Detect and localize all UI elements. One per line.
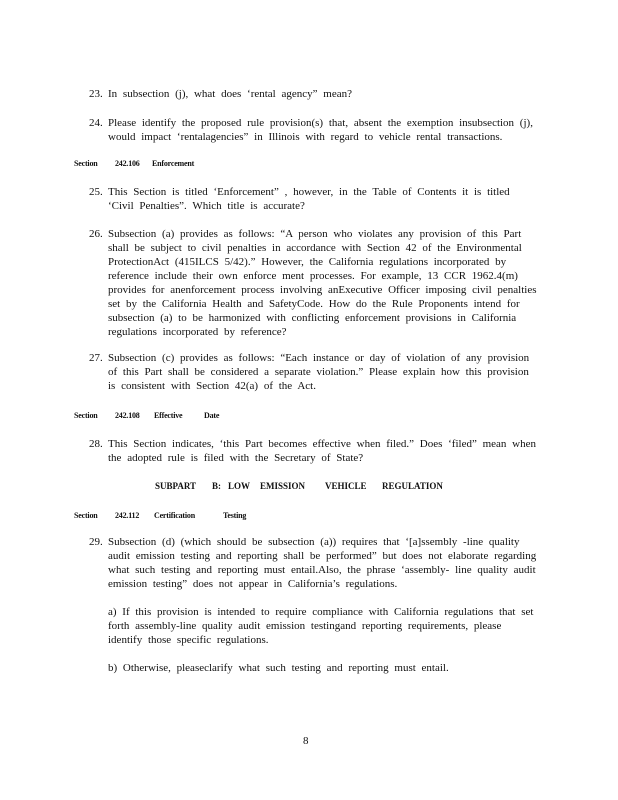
- question-text: Subsection (a) provides as follows: “A person who violates any provision of this Part shall be subject to civil penalties in accordance with Section 42 of the Environmental ProtectionAct (415ILCS 5/42).” However, the California regulations incorporated by reference include their own enforce ment processes. For example, 13 CCR 1962.4(m) provides for anenforcement process involving anExecutive Officer imposing civil penalties set by the California Health and SafetyCode. How do the Rule Proponents intend for subsection (a) to be harmonized with conflicting enforcement provisions in California regulations incorporated by reference?: [108, 228, 537, 338]
- section-title-word: Effective: [154, 411, 183, 420]
- section-label: Section: [74, 411, 98, 420]
- question-number: 28.: [89, 438, 103, 450]
- section-number: 242.106: [115, 159, 140, 168]
- question-23: [89, 87, 539, 101]
- question-26: [89, 227, 539, 339]
- subpart-word: B:: [212, 481, 221, 491]
- section-number: 242.108: [115, 411, 140, 420]
- question-27: [89, 351, 539, 393]
- question-number: 23.: [89, 88, 103, 100]
- question-number: 25.: [89, 186, 103, 198]
- section-title-word: Date: [204, 411, 220, 420]
- section-label: Section: [74, 511, 98, 520]
- subpart-word: EMISSION: [260, 481, 306, 491]
- question-number: 26.: [89, 228, 103, 240]
- question-text: In subsection (j), what does ‘rental agency” mean?: [108, 88, 352, 100]
- section-title-word: Certification: [154, 511, 195, 520]
- question-number: 24.: [89, 117, 103, 129]
- question-text: This Section indicates, ‘this Part becomes effective when filed.” Does ‘filed” mean when the adopted rule is filed with the Secretary of State?: [108, 438, 536, 464]
- question-29-part-a: a) If this provision is intended to require compliance with California regulations that set forth assembly-line quality audit emission testingand reporting requirements, please identify those specific regulations.: [108, 606, 534, 646]
- question-text: Subsection (d) (which should be subsection (a)) requires that ‘[a]ssembly -line quality audit emission testing and reporting shall be performed” but does not elaborate regarding what such testing and reporting must entail.Also, the phrase ‘assembly- line quality audit emission testing” does not appear in California’s regulations.: [108, 536, 537, 590]
- question-25: [89, 185, 539, 213]
- question-29: [89, 535, 539, 591]
- subpart-word: VEHICLE: [325, 481, 367, 491]
- question-number: 27.: [89, 352, 103, 364]
- question-28: [89, 437, 539, 465]
- subpart-word: SUBPART: [155, 481, 197, 491]
- subpart-word: REGULATION: [382, 481, 443, 491]
- subpart-word: LOW: [228, 481, 251, 491]
- section-title-word: Testing: [223, 511, 247, 520]
- section-number: 242.112: [115, 511, 140, 520]
- question-text: Please identify the proposed rule provision(s) that, absent the exemption insubsection (j), would impact ‘rentalagencies” in Illinois with regard to vehicle rental transactions.: [108, 117, 533, 143]
- question-29-part-b: b) Otherwise, pleaseclarify what such testing and reporting must entail.: [108, 662, 449, 674]
- section-label: Section: [74, 159, 98, 168]
- page-number: 8: [303, 735, 309, 747]
- question-text: This Section is titled ‘Enforcement” , however, in the Table of Contents it is titled ‘Civil Penalties”. Which title is accurate?: [108, 186, 510, 212]
- question-24: [89, 116, 539, 144]
- question-text: Subsection (c) provides as follows: “Each instance or day of violation of any provision of this Part shall be considered a separate violation.” Please explain how this provision is consistent with Section 42(a) of the Act.: [108, 352, 530, 392]
- question-number: 29.: [89, 536, 103, 548]
- section-title: Enforcement: [152, 159, 195, 168]
